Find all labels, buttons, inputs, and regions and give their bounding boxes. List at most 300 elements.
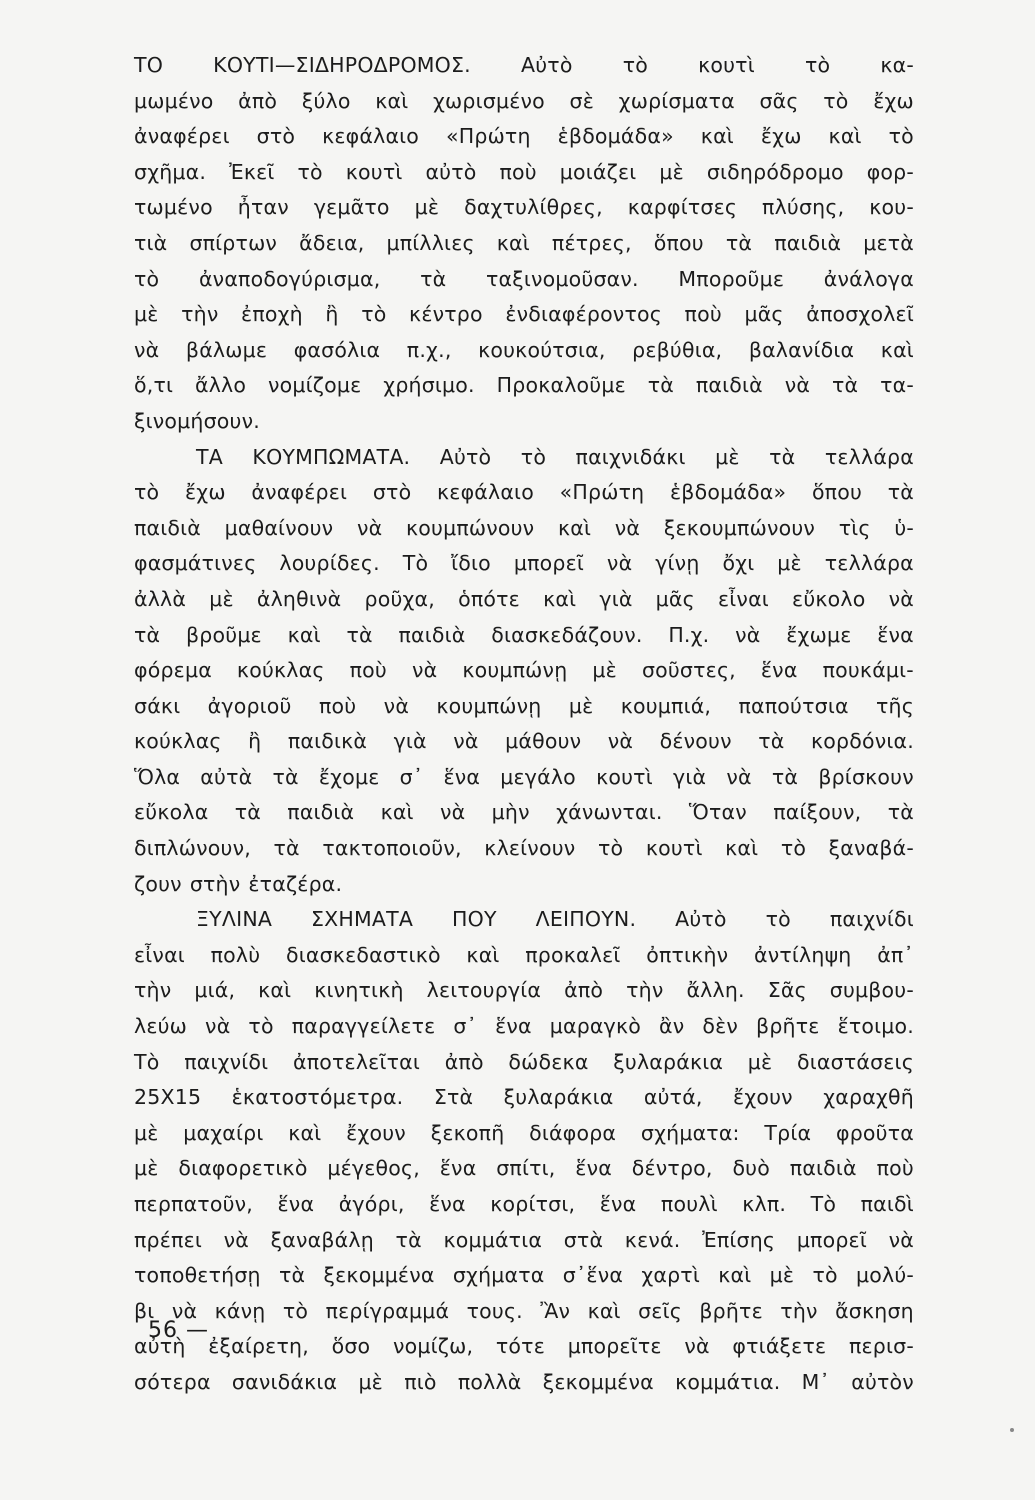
word: νὰ [383,693,410,718]
text-line [134,404,914,440]
word: καὶ [287,622,321,647]
word: μὲ [414,195,440,220]
word: μὲ [568,693,594,718]
word: ἕνα [575,1156,612,1181]
word: ἀναφέρει [251,480,348,505]
word: τελλάρα [824,551,914,576]
word: ἕνα [599,1192,637,1216]
word: τὴν [626,978,664,1003]
word: δέντρο, [631,1156,713,1181]
word: αὐτὸ [425,159,477,184]
word: ὀπτικὴν [646,942,729,967]
word: Ὅταν [688,800,747,825]
word: σοῦστες, [641,658,736,683]
word: γίνῃ [655,551,700,576]
word: αὐτά, [643,1085,703,1110]
word: ἕνα [439,1156,477,1181]
word: ρεβύθια, [632,337,723,362]
word: τὰ [832,373,859,398]
word: ξεκουμπώνουν [663,515,816,540]
word: καὶ [375,88,409,113]
word: ΠΟΥ [452,907,497,932]
word: ἀποτελεῖται [293,1049,420,1074]
word: κομμάτια [443,1227,543,1252]
word: περισ- [848,1334,914,1359]
word: κεφάλαιο [437,480,534,505]
word: ἔχω [873,88,914,113]
page-number: 56 — [148,1318,209,1343]
text-line [134,1045,914,1081]
text-line [134,84,914,120]
word: τὸ [888,124,914,149]
word: σ᾿ [453,1014,478,1039]
text-line [134,724,914,760]
word: Προκαλοῦμε [496,373,626,398]
word: μὲ [358,1369,383,1394]
word: ἀγόρι, [338,1192,405,1216]
word: τὴν [780,1298,818,1323]
word: βάλωμε [185,337,268,362]
word: σχήματα [452,1263,545,1288]
word: κουκούτσια, [478,337,606,362]
word: ὁπότε [458,586,520,611]
word: ΤΟ [134,53,164,77]
word: ἐποχὴ [241,302,303,327]
word: καὶ [466,942,500,967]
word: ἄδεια, [299,230,365,255]
word: πολλὰ [457,1369,522,1394]
word: ἔχουν [346,1120,406,1145]
word: βρῆτε [699,1298,763,1323]
word: στὰ [563,1227,604,1252]
word: τὰ [234,800,261,825]
word: εὔκολα [134,800,209,825]
word: κούκλας [134,729,222,754]
word: Π.χ. [668,622,710,647]
word: βι [134,1298,155,1323]
word: ἕνα [495,1014,532,1039]
word: μαθαίνουν [224,515,334,540]
word: ἑκατοστόμετρα. [231,1085,404,1110]
word: νὰ [606,551,633,576]
word: τὸ [248,1014,274,1039]
word: ἀγοριοῦ [207,693,292,718]
word: βρίσκουν [818,764,914,789]
word: ξαναβάλῃ [270,1227,374,1252]
word: τὶς [838,515,871,540]
word: πουκάμι- [822,658,914,683]
word: παίξουν, [773,800,862,825]
word: ἐταζέρα. [248,871,343,896]
word: χάνωνται. [556,800,663,825]
word: τὰ [420,266,447,291]
word: νὰ [223,1227,250,1252]
word: νὰ [684,1334,710,1359]
text-line [134,973,914,1009]
word: διαστάσεις [797,1049,914,1074]
word: ἔχομε [318,764,380,789]
word: μὲ [209,586,234,611]
word: τὰ [725,230,753,255]
word: μὲ [715,444,740,469]
word: σ᾿ἕνα [562,1263,624,1288]
word: φασμάτινες [134,551,257,576]
word: αὐτὸν [851,1369,914,1394]
word: μπορεῖτε [567,1334,662,1359]
word: μὲ [592,658,617,683]
word: ἀντίληψη [754,942,852,967]
word: τὴν [181,302,219,327]
text-line [134,119,914,155]
word: 25Χ15 [134,1085,202,1110]
word: συμβου- [829,978,914,1003]
word: ξεκοπῆ [430,1120,505,1145]
word: κλπ. [742,1192,787,1216]
word: ποὺ [499,159,537,184]
word: τὸ [134,480,160,505]
word: μὲ [134,302,159,327]
text-line [134,795,914,831]
word: κούκλας [236,658,325,683]
body-text [134,48,914,1401]
word: καὶ [288,1120,322,1145]
word: ἕτοιμο. [837,1014,914,1039]
word: τὰ [771,764,799,789]
text-line [134,1294,914,1330]
word: προκαλεῖ [525,942,621,967]
word: ξαναβά- [828,836,914,861]
word: σχῆμα. [134,159,207,184]
word: μπορεῖ [796,1227,867,1252]
word: στὴν [189,871,241,896]
word: σότερα [134,1369,211,1394]
word: τὸ [282,1298,309,1323]
word: σ᾿ [399,764,424,789]
word: ἀληθινὰ [256,586,342,611]
word: εὔκολο [792,586,866,611]
word: Αὐτὸ [521,53,573,77]
word: σχήματα: [640,1120,740,1145]
word: κενά. [624,1227,681,1252]
word: παιχνιδάκι [575,444,686,469]
word: ἕνα [877,622,914,647]
word: χαρτὶ [641,1263,700,1288]
word: γιὰ [599,586,633,611]
word: μὲ [659,159,684,184]
text-line [134,333,914,369]
word: τὰ [647,373,675,398]
word: γεμᾶτο [313,195,390,220]
word: τὰ [278,1263,306,1288]
word: νὰ [205,1014,231,1039]
word: κλείνουν [484,836,576,861]
word: χωρίσματα [618,88,735,113]
word: ἑβδομάδα» [670,480,787,505]
word: καὶ [718,1263,752,1288]
word: μὲ [134,1156,159,1181]
word: ἀναποδογύρισμα, [198,266,381,291]
word: ἕνα [760,658,798,683]
word: κουμπώνουν [405,515,535,540]
text-line [134,1187,914,1223]
word: καὶ [380,800,414,825]
word: γιὰ [393,729,427,754]
word: μετὰ [863,230,914,255]
word: μαχαίρι [183,1120,264,1145]
word: νὰ [614,515,641,540]
text-line [134,190,914,226]
word: δαχτυλίθρες, [464,195,603,220]
word: κορδόνια. [811,729,914,754]
word: τὰ [887,800,914,825]
word: νὰ [411,658,438,683]
word: νὰ [134,337,160,362]
text-line [134,155,914,191]
word: τους. [466,1298,523,1323]
word: Μποροῦμε [678,266,785,291]
word: πιὸ [404,1369,437,1394]
word: νὰ [607,729,634,754]
word: μᾶς [655,586,695,611]
word: νὰ [888,1227,914,1252]
word: ἕνα [277,1192,315,1216]
word: μὲ [777,551,802,576]
word: κουτὶ [596,764,653,789]
word: ἀνάλογα [823,266,914,291]
word: ἐνδιαφέροντος [505,302,662,327]
word: ἀλλὰ [134,586,187,611]
word: παραγγείλετε [291,1014,436,1039]
word: ΚΟΥΤΙ—ΣΙΔΗΡΟΔΡΟΜΟΣ. [213,53,471,77]
word: γιὰ [673,764,707,789]
word: ποὺ [876,1156,914,1181]
word: διπλώνουν, [134,836,251,861]
word: κέντρο [409,302,483,327]
word: παιδικὰ [287,729,368,754]
word: παιδιὰ [287,800,355,825]
word: Ἐπίσης [702,1227,776,1252]
word: παιδιὰ [695,373,763,398]
word: ἀναφέρει [134,124,230,149]
word: τὰ [273,836,300,861]
word: Αὐτὸ [439,444,492,469]
word: τὸ [597,836,624,861]
text-line [134,689,914,725]
text-line [134,1258,914,1294]
word: ὅπου [811,480,863,505]
word: ΞΥΛΙΝΑ [196,907,273,932]
word: ποὺ [349,658,387,683]
word: πρέπει [134,1227,202,1252]
word: σᾶς [759,88,799,113]
word: ἀπὸ [564,978,604,1003]
word: Σᾶς [767,978,807,1003]
word: βρῆτε [756,1014,820,1039]
text-line [134,1329,914,1365]
word: ξεκομμένα [323,1263,435,1288]
word: νὰ [735,622,761,647]
word: κεφάλαιο [322,124,420,149]
word: τωμένο [134,195,213,220]
word: ποὺ [318,693,357,718]
word: χρήσιμο. [383,373,475,398]
word: Μ᾿ [801,1369,830,1394]
word: τὰ [272,764,299,789]
word: μωμένο [134,88,214,113]
word: τὸ [765,907,791,932]
word: Ὅλα [134,764,181,789]
word: κουτὶ [345,159,403,184]
word: περπατοῦν, [134,1192,254,1216]
word: Στὰ [433,1085,474,1110]
text-line [134,1365,914,1401]
word: καὶ [700,124,734,149]
word: σιδηρόδρομο [706,159,844,184]
word: σεῖς [638,1298,682,1323]
word: ξεκομμένα [542,1369,654,1394]
word: λεύω [134,1014,188,1039]
word: τὴν [134,978,172,1003]
word: στὸ [372,480,412,505]
text-line [134,262,914,298]
word: ἄλλο [195,373,247,398]
word: κινητικὴ [314,978,404,1003]
word: τότε [495,1334,545,1359]
text-line [134,1151,914,1187]
word: καὶ [543,586,577,611]
word: ζουν [134,871,182,896]
word: ὑ- [894,515,914,540]
word: χωρισμένο [433,88,545,113]
word: σανιδάκια [231,1369,338,1394]
word: τὰ [346,622,373,647]
text-line [134,368,914,404]
word: κορίτσι, [490,1192,576,1216]
word: τὰ [758,729,785,754]
text-line [134,938,914,974]
word: στὸ [256,124,296,149]
word: νομίζομε [268,373,362,398]
word: ἄλλη. [686,978,745,1003]
word: παιχνίδι [184,1049,269,1074]
word: δυὸ [732,1156,770,1181]
word: τὸ [520,444,547,469]
text-line [134,867,914,903]
word: μὲ [769,1263,795,1288]
word: μοιάζει [559,159,637,184]
word: κουμπιά, [620,693,712,718]
word: πλύσης, [762,195,845,220]
word: Τὸ [402,551,429,576]
word: τὸ [804,53,831,77]
word: μᾶς [744,302,784,327]
word: παιδιὰ [774,230,842,255]
word: ἂν [658,1014,685,1039]
word: καὶ [496,230,530,255]
word: κουτὶ [645,836,703,861]
text-line [134,546,914,582]
word: πουλὶ [660,1192,718,1216]
word: νὰ [726,764,752,789]
word: μὲ [134,1120,159,1145]
text-line [134,48,914,84]
word: ὅπου [653,230,704,255]
word: ἔχω [760,124,802,149]
text-line [134,1223,914,1259]
word: ἕνα [443,764,481,789]
word: ξύλο [301,88,351,113]
word: παιχνίδι [829,907,914,932]
word: Τρία [764,1120,812,1145]
text-line [134,653,914,689]
word: νὰ [440,800,466,825]
word: μὴν [491,800,530,825]
word: ΤΑ [196,444,223,469]
word: τὸ [812,1263,838,1288]
word: φτιάξετε [732,1334,827,1359]
word: νὰ [356,515,383,540]
word: σπίτι, [496,1156,556,1181]
word: μαραγκὸ [549,1014,641,1039]
word: ἢ [325,302,339,327]
word: ΛΕΙΠΟΥΝ. [535,907,637,932]
word: «Πρώτη [559,480,645,505]
word: βροῦμε [186,622,262,647]
word: Αὐτὸ [675,907,727,932]
word: τὰ [395,1227,422,1252]
word: ἴδιο [451,551,491,576]
word: ἢ [248,729,262,754]
word: μπίλλιες [386,230,475,255]
word: ξυλαράκια [613,1049,724,1074]
text-line [134,226,914,262]
word: ἀποσχολεῖ [806,302,914,327]
word: «Πρώτη [446,124,531,149]
word: φασόλια [293,337,381,362]
word: τὸ [780,836,807,861]
word: ΣΧΗΜΑΤΑ [311,907,414,932]
word: τὸ [823,88,849,113]
word: νὰ [784,373,811,398]
word: ἀπὸ [444,1049,484,1074]
word: ὅσο [331,1334,371,1359]
word: τοποθετήσῃ [134,1263,261,1288]
word: παιδιὰ [398,622,466,647]
word: κου- [869,195,914,220]
word: τακτοποιοῦν, [322,836,462,861]
word: περίγραμμά [325,1298,450,1323]
text-line [134,1080,914,1116]
word: διασκεδάζουν. [491,622,643,647]
word: τὰ [887,480,914,505]
word: κουτὶ [698,53,755,77]
word: ταξινομοῦσαν. [486,266,639,291]
word: ἔχω [185,480,226,505]
word: νὰ [453,729,479,754]
word: ἔχωμε [786,622,852,647]
word: καρφίτσες [627,195,738,220]
word: μιά, [194,978,236,1003]
word: παιδὶ [860,1192,914,1216]
word: καὶ [880,337,914,362]
word: ἀπὸ [238,88,278,113]
word: ἄσκηση [835,1298,914,1323]
word: τιὰ [134,230,168,255]
word: τῆς [876,693,914,718]
word: καὶ [828,124,862,149]
word: διάφορα [529,1120,617,1145]
word: τὸ [297,159,323,184]
